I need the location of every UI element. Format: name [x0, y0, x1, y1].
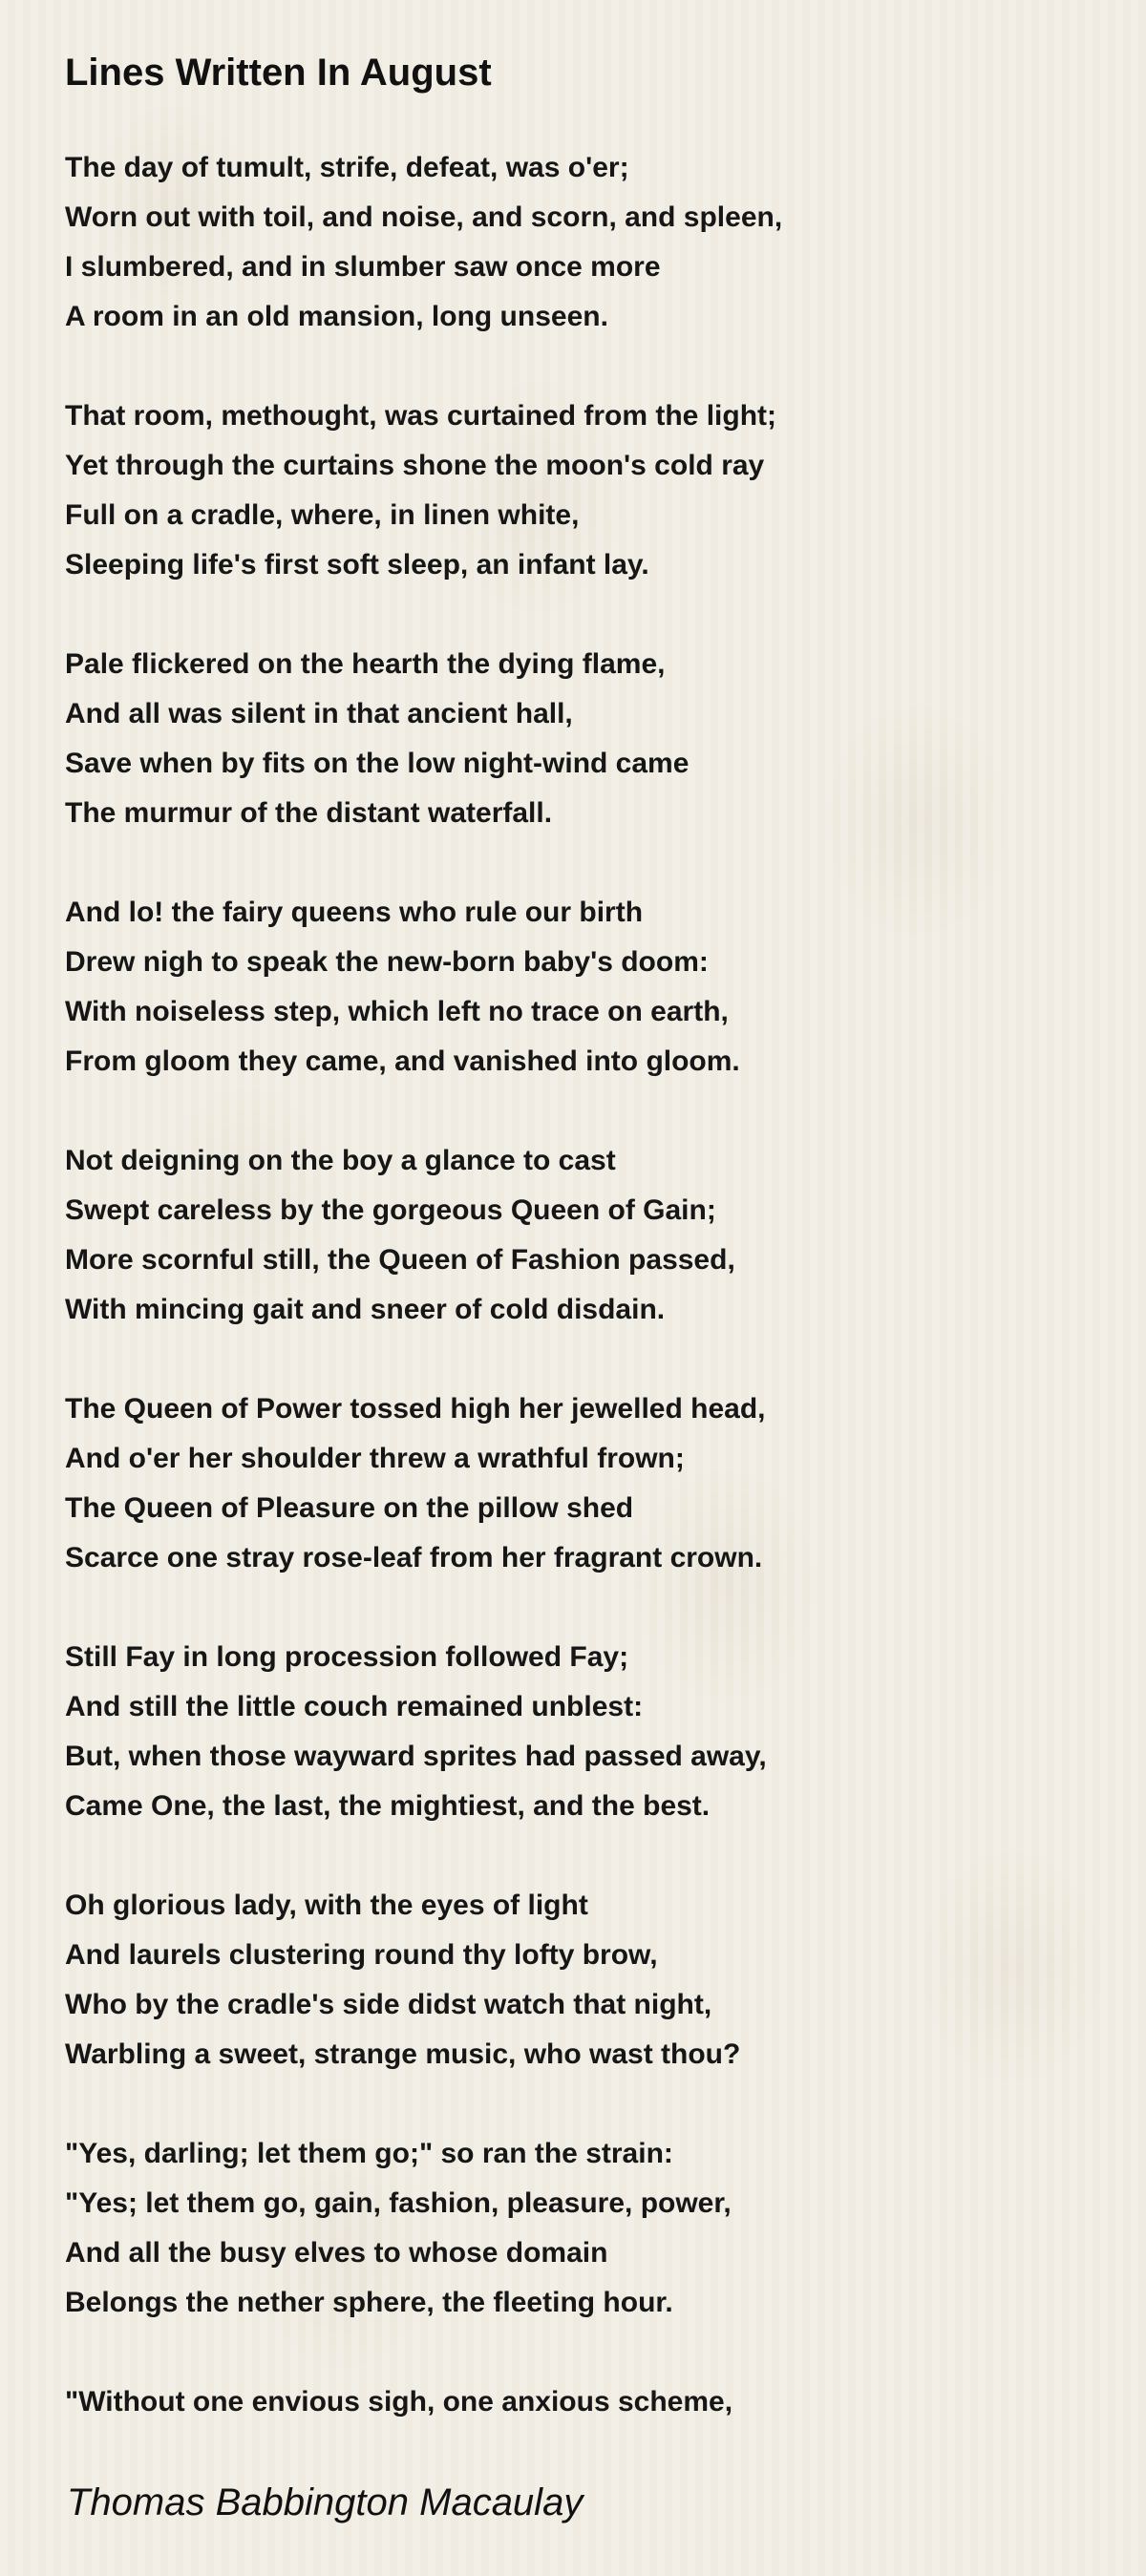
- poem-line: Oh glorious lady, with the eyes of light: [65, 1890, 588, 1921]
- poem-line: The murmur of the distant waterfall.: [65, 797, 553, 829]
- stanza-10: [65, 2377, 1096, 2427]
- poem-body: [65, 143, 1096, 2477]
- stanza-7: [65, 1633, 1096, 1831]
- stanza-6: [65, 1384, 1096, 1583]
- poem-line: And all the busy elves to whose domain: [65, 2237, 608, 2269]
- poem-line: Save when by fits on the low night-wind came: [65, 748, 690, 779]
- stanza-2: [65, 391, 1096, 590]
- poem-line: Swept careless by the gorgeous Queen of Gain;: [65, 1194, 716, 1226]
- poem-line: The Queen of Power tossed high her jewelled head,: [65, 1393, 766, 1425]
- poem-line: Belongs the nether sphere, the fleeting hour.: [65, 2287, 673, 2318]
- poem-line: Sleeping life's first soft sleep, an infant lay.: [65, 549, 649, 581]
- poem-line: With mincing gait and sneer of cold disdain.: [65, 1294, 666, 1325]
- poem-line: Full on a cradle, where, in linen white,: [65, 499, 580, 531]
- poem-line: Pale flickered on the hearth the dying flame,: [65, 648, 666, 680]
- poem-line: And laurels clustering round thy lofty brow,: [65, 1939, 658, 1971]
- poem-line: Yet through the curtains shone the moon's cold ray: [65, 450, 765, 481]
- poem-line: Scarce one stray rose-leaf from her fragrant crown.: [65, 1542, 763, 1573]
- stanza-3: [65, 640, 1096, 838]
- poem-author: Thomas Babbington Macaulay: [67, 2481, 584, 2523]
- poem-line: But, when those wayward sprites had passed away,: [65, 1741, 767, 1772]
- stanza-9: [65, 2129, 1096, 2328]
- stanza-5: [65, 1136, 1096, 1335]
- poem-line: Came One, the last, the mightiest, and the best.: [65, 1790, 711, 1822]
- poem-line: Still Fay in long procession followed Fay;: [65, 1641, 629, 1673]
- poem-line: Worn out with toil, and noise, and scorn, and spleen,: [65, 201, 783, 233]
- poem-line: From gloom they came, and vanished into gloom.: [65, 1045, 740, 1077]
- stanza-8: [65, 1881, 1096, 2080]
- poem-line: "Without one envious sigh, one anxious scheme,: [65, 2386, 733, 2418]
- poem-line: "Yes; let them go, gain, fashion, pleasure, power,: [65, 2187, 732, 2219]
- poem-line: The Queen of Pleasure on the pillow shed: [65, 1492, 634, 1524]
- stanza-1: [65, 143, 1096, 342]
- poem-line: Not deigning on the boy a glance to cast: [65, 1145, 616, 1176]
- poem-line: More scornful still, the Queen of Fashion passed,: [65, 1244, 735, 1276]
- poem-title: Lines Written In August: [65, 52, 492, 94]
- poem-line: A room in an old mansion, long unseen.: [65, 301, 608, 332]
- poem-line: And still the little couch remained unblest:: [65, 1691, 644, 1722]
- poem-line: And lo! the fairy queens who rule our birth: [65, 897, 644, 928]
- poem-line: The day of tumult, strife, defeat, was o'er;: [65, 152, 629, 183]
- stanza-4: [65, 888, 1096, 1087]
- poem-line: Who by the cradle's side didst watch that night,: [65, 1989, 712, 2020]
- poem-line: And all was silent in that ancient hall,: [65, 698, 573, 729]
- poem-line: Drew nigh to speak the new-born baby's doom:: [65, 946, 709, 978]
- poem-line: That room, methought, was curtained from the light;: [65, 400, 777, 432]
- poem-line: "Yes, darling; let them go;" so ran the strain:: [65, 2138, 673, 2169]
- poem-line: With noiseless step, which left no trace on earth,: [65, 996, 729, 1027]
- poem-line: I slumbered, and in slumber saw once more: [65, 251, 661, 283]
- poem-line: And o'er her shoulder threw a wrathful frown;: [65, 1443, 685, 1474]
- poem-line: Warbling a sweet, strange music, who wast thou?: [65, 2038, 741, 2070]
